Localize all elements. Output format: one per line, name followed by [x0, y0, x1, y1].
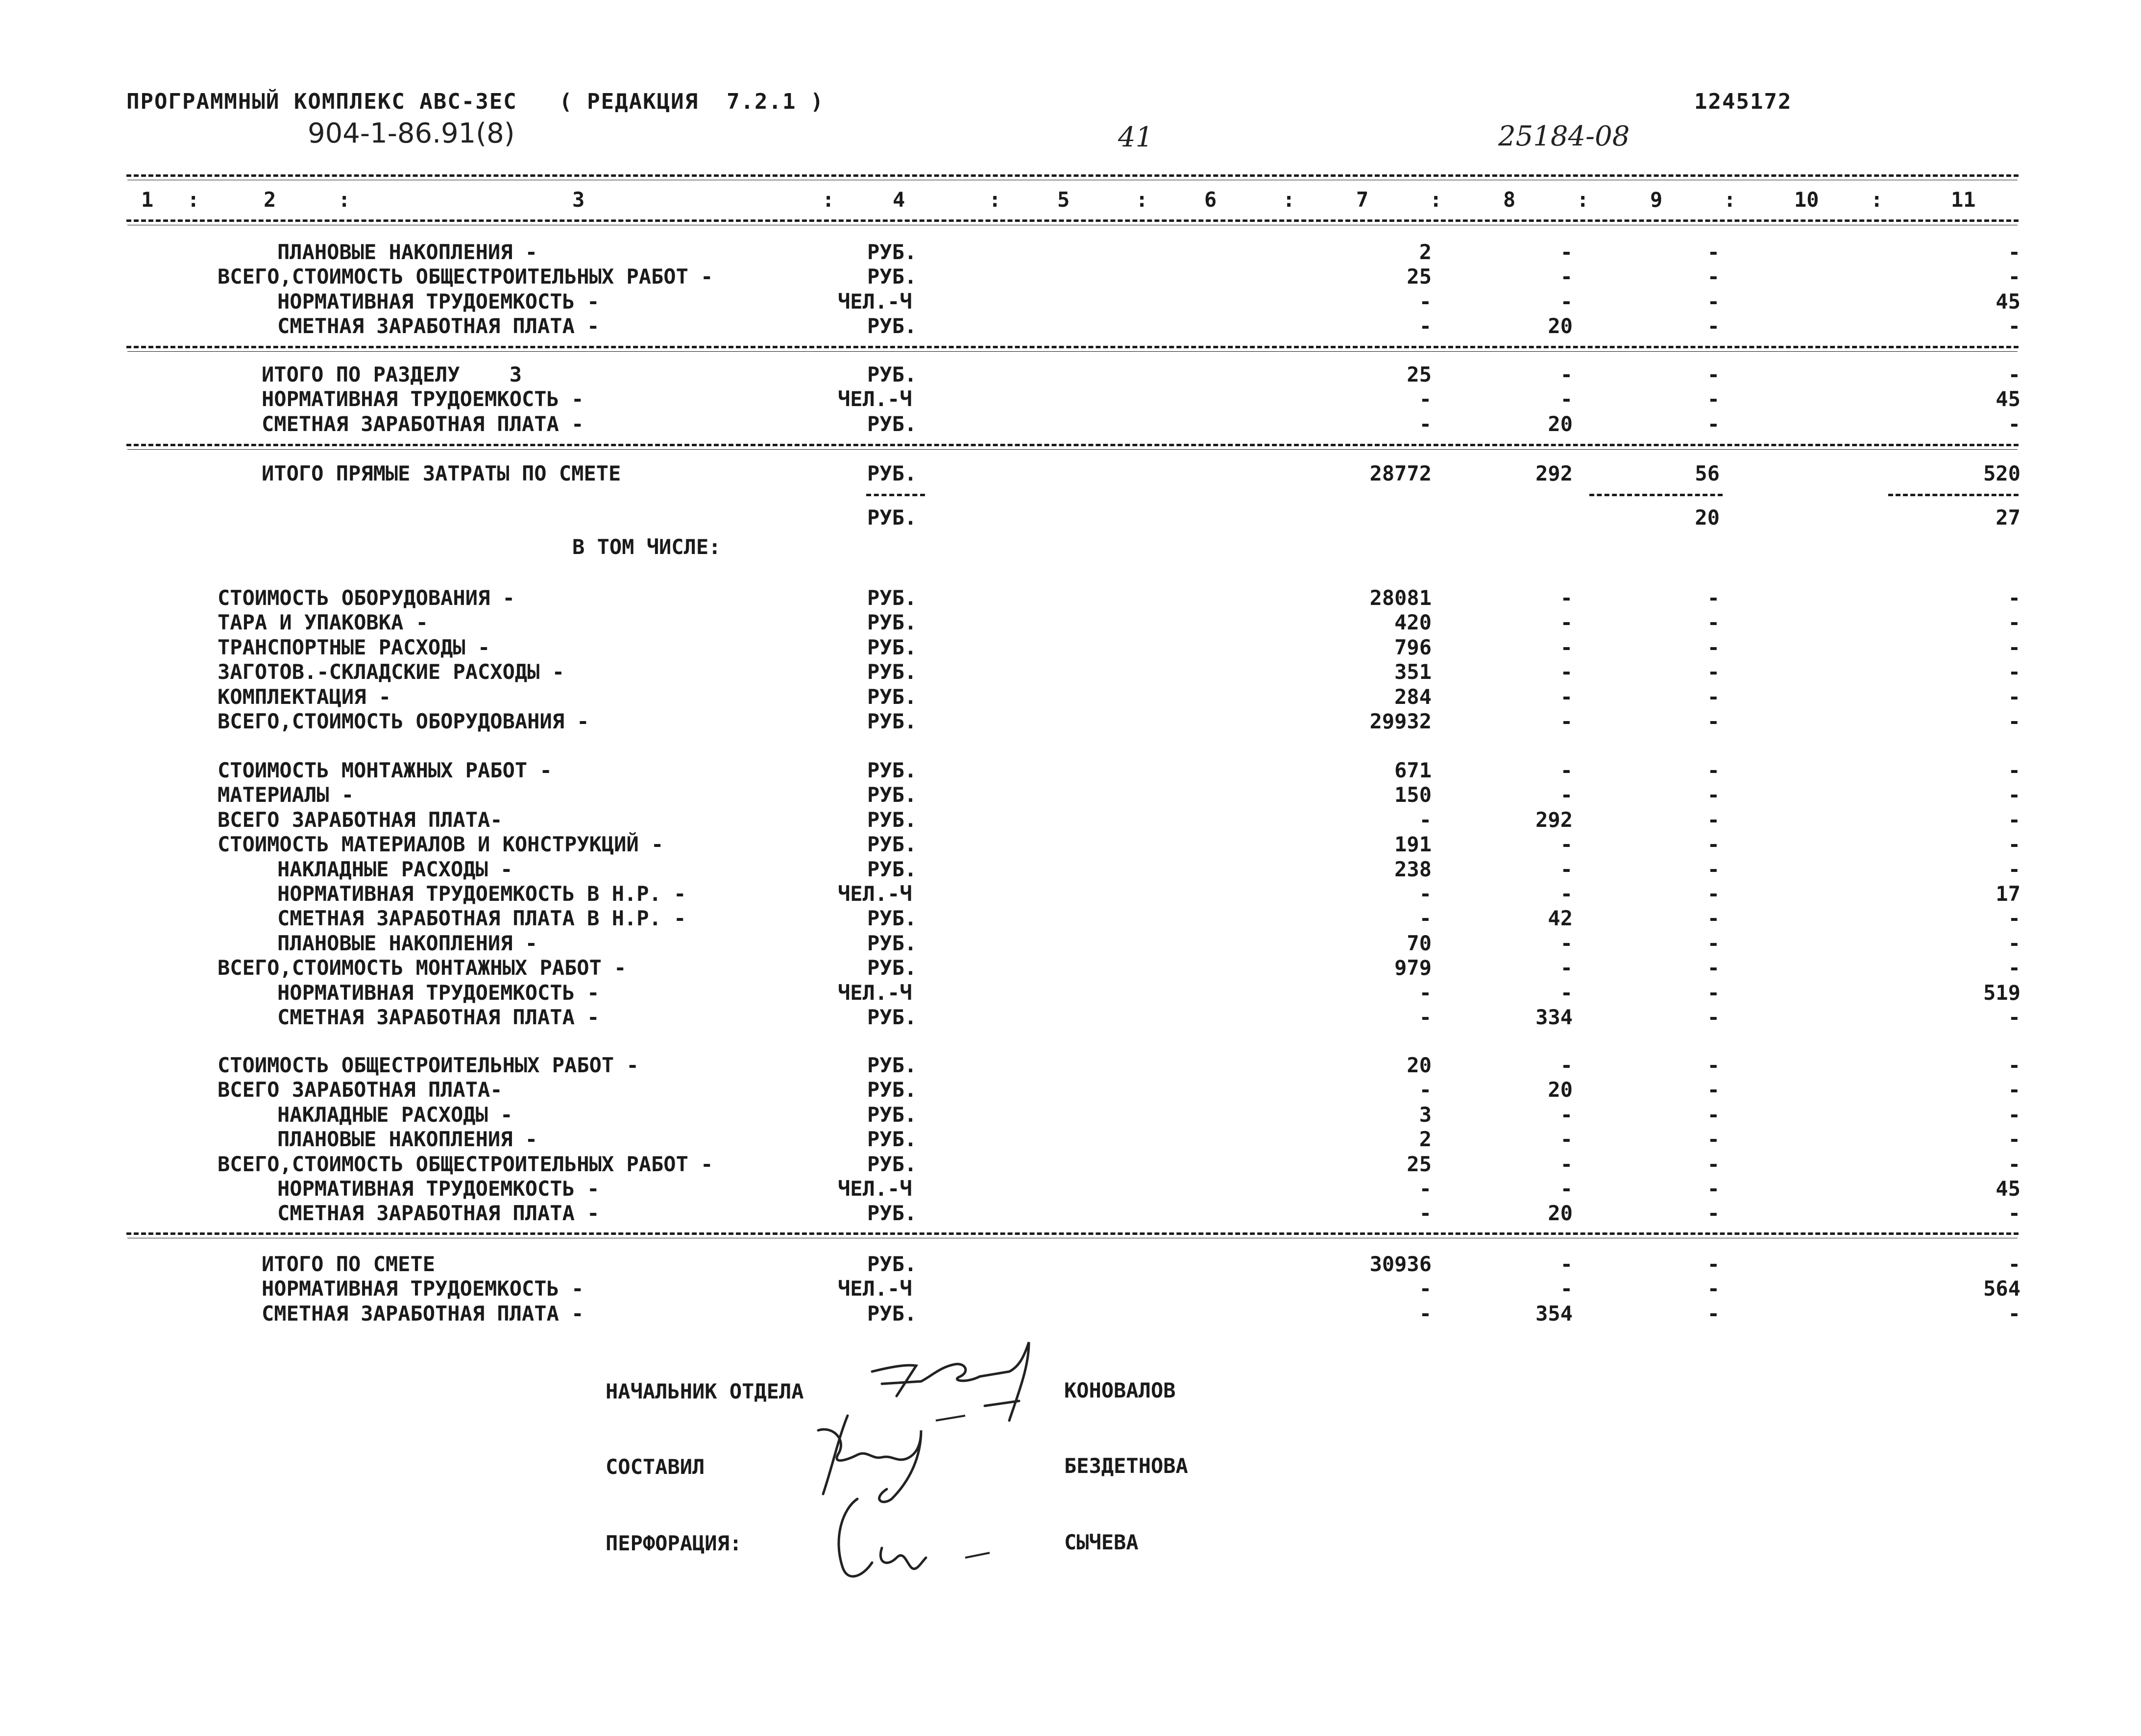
value-col11: -	[2008, 906, 2020, 931]
value-col9: -	[1707, 1177, 1720, 1201]
column-number-4: 4	[893, 188, 905, 212]
signature-role: НАЧАЛЬНИК ОТДЕЛА	[606, 1379, 804, 1403]
value-col7: 671	[1394, 758, 1432, 782]
table-row	[0, 1152, 2141, 1177]
table-row	[0, 362, 2141, 387]
column-number-2: 2	[264, 188, 276, 212]
row-unit: РУБ.	[867, 1301, 917, 1326]
value-col7: 150	[1394, 783, 1432, 807]
value-col9: -	[1707, 1053, 1720, 1077]
row-label: НОРМАТИВНАЯ ТРУДОЕМКОСТЬ -	[277, 980, 600, 1005]
row-unit: РУБ.	[867, 314, 917, 338]
value-col11: -	[2008, 783, 2020, 807]
value-col9: -	[1707, 709, 1720, 733]
value-col8: 20	[1548, 1078, 1573, 1102]
row-unit: РУБ.	[867, 956, 917, 980]
column-separator: :	[1136, 188, 1148, 212]
value-col7: -	[1419, 980, 1432, 1005]
table-row	[0, 882, 2141, 906]
value-col9: -	[1707, 240, 1720, 264]
table-row	[0, 387, 2141, 411]
value-col7: -	[1419, 387, 1432, 411]
value-col8: 20	[1548, 1201, 1573, 1226]
column-separator: :	[1430, 188, 1442, 212]
value-col7: -	[1419, 882, 1432, 906]
row-label: ВСЕГО,СТОИМОСТЬ МОНТАЖНЫХ РАБОТ -	[218, 956, 627, 980]
value-col8: -	[1560, 956, 1573, 980]
value-col8: -	[1560, 610, 1573, 635]
value-col9: -	[1707, 387, 1720, 411]
value-col11: 519	[1983, 980, 2020, 1005]
value-col7: 29932	[1369, 709, 1432, 733]
row-unit: РУБ.	[867, 1152, 917, 1176]
value-col11: -	[2008, 1127, 2020, 1152]
column-separator: :	[989, 188, 1001, 212]
value-col9: -	[1707, 635, 1720, 659]
value-col8: -	[1560, 1277, 1573, 1301]
row-label: СМЕТНАЯ ЗАРАБОТНАЯ ПЛАТА -	[277, 1201, 600, 1226]
value-col9: -	[1707, 289, 1720, 313]
table-row	[0, 635, 2141, 660]
value-col9: -	[1707, 1301, 1720, 1326]
value-col8: -	[1560, 1177, 1573, 1201]
value-col11: -	[2008, 1252, 2020, 1276]
value-col11: -	[2008, 411, 2020, 436]
value-col8: 292	[1535, 807, 1573, 832]
row-label: СМЕТНАЯ ЗАРАБОТНАЯ ПЛАТА -	[277, 314, 600, 338]
column-number-8: 8	[1503, 188, 1516, 212]
value-col8: 20	[1548, 314, 1573, 338]
value-col11: -	[2008, 314, 2020, 338]
signature-name: СЫЧЕВА	[1064, 1530, 1139, 1554]
value-col11: 564	[1983, 1277, 2020, 1301]
row-unit: ЧЕЛ.-Ч	[838, 289, 912, 313]
project-code: 904-1-86.91(8)	[308, 118, 515, 149]
value-col7: -	[1419, 1201, 1432, 1226]
row-unit: РУБ.	[867, 1127, 917, 1152]
value-col11: -	[2008, 684, 2020, 709]
value-col9: -	[1707, 660, 1720, 684]
column-separator: :	[1577, 188, 1589, 212]
value-col9: -	[1707, 807, 1720, 832]
table-row	[0, 1053, 2141, 1078]
row-label: ИТОГО ПО РАЗДЕЛУ 3	[262, 362, 522, 386]
table-row	[0, 660, 2141, 684]
underline-c11	[1888, 494, 2019, 496]
value-col7: -	[1419, 411, 1432, 436]
header-bottom-rule	[126, 219, 2019, 222]
value-col7: 25	[1407, 265, 1432, 289]
table-row	[0, 1302, 2141, 1326]
value-col7: -	[1419, 906, 1432, 931]
row-unit: РУБ.	[867, 610, 917, 635]
table-row	[0, 1078, 2141, 1102]
column-separator: :	[822, 188, 835, 212]
value-col9: -	[1707, 1201, 1720, 1226]
row-unit: РУБ.	[867, 1252, 917, 1276]
value-col8: -	[1560, 635, 1573, 659]
row-label: КОМПЛЕКТАЦИЯ -	[218, 684, 391, 709]
value-col9: 56	[1695, 461, 1720, 485]
row-label: ПЛАНОВЫЕ НАКОПЛЕНИЯ -	[277, 1127, 538, 1152]
table-row	[0, 586, 2141, 610]
value-col11: -	[2008, 807, 2020, 832]
table-row	[0, 1005, 2141, 1030]
value-col9: -	[1707, 610, 1720, 635]
value-col11: -	[2008, 1102, 2020, 1127]
table-row	[0, 758, 2141, 783]
row-label: ВСЕГО ЗАРАБОТНАЯ ПЛАТА-	[218, 1078, 503, 1102]
row-label: НОРМАТИВНАЯ ТРУДОЕМКОСТЬ -	[277, 289, 600, 313]
row-unit: РУБ.	[867, 857, 917, 881]
row-label: НАКЛАДНЫЕ РАСХОДЫ -	[277, 857, 513, 881]
value-col11: -	[2008, 1201, 2020, 1226]
row-label: ПЛАНОВЫЕ НАКОПЛЕНИЯ -	[277, 931, 538, 955]
value-col9: -	[1707, 265, 1720, 289]
row-unit: РУБ.	[867, 783, 917, 807]
signature-role: ПЕРФОРАЦИЯ:	[606, 1531, 742, 1555]
row-label: СМЕТНАЯ ЗАРАБОТНАЯ ПЛАТА -	[262, 1301, 584, 1326]
value-col9: -	[1707, 980, 1720, 1005]
value-col9: -	[1707, 931, 1720, 955]
value-col7: -	[1419, 289, 1432, 313]
value-col8: 354	[1535, 1301, 1573, 1326]
row-label: СМЕТНАЯ ЗАРАБОТНАЯ ПЛАТА В Н.Р. -	[277, 906, 686, 931]
table-row	[0, 931, 2141, 956]
value-col8: -	[1560, 709, 1573, 733]
value-col7: -	[1419, 1177, 1432, 1201]
value-col11: -	[2008, 240, 2020, 264]
table-row	[0, 240, 2141, 265]
table-row	[0, 265, 2141, 289]
row-label: ИТОГО ПРЯМЫЕ ЗАТРАТЫ ПО СМЕТЕ	[262, 461, 621, 485]
underline-c4	[866, 494, 925, 496]
value-col11: -	[2008, 610, 2020, 635]
value-col8: -	[1560, 1127, 1573, 1152]
row-unit: ЧЕЛ.-Ч	[838, 387, 912, 411]
signature-name: БЕЗДЕТНОВА	[1064, 1454, 1188, 1478]
value-col8: -	[1560, 832, 1573, 857]
value-col7: 28772	[1369, 461, 1432, 485]
row-unit: ЧЕЛ.-Ч	[838, 1177, 912, 1201]
value-col9: -	[1707, 1127, 1720, 1152]
row-unit: РУБ.	[867, 1078, 917, 1102]
value-col7: 30936	[1369, 1252, 1432, 1276]
value-col8: -	[1560, 1053, 1573, 1077]
table-row	[0, 1103, 2141, 1127]
value-col11: -	[2008, 586, 2020, 610]
value-col7: -	[1419, 314, 1432, 338]
registration-number: 25184-08	[1498, 121, 1630, 152]
row-label: НОРМАТИВНАЯ ТРУДОЕМКОСТЬ -	[277, 1177, 600, 1201]
value-col7: 979	[1394, 956, 1432, 980]
value-col11: -	[2008, 758, 2020, 782]
value-col11: 27	[1995, 506, 2020, 530]
table-row	[0, 832, 2141, 857]
value-col11: -	[2008, 362, 2020, 386]
document-code: 1245172	[1694, 89, 1792, 114]
row-unit: РУБ.	[867, 265, 917, 289]
table-row	[0, 857, 2141, 882]
row-label: НОРМАТИВНАЯ ТРУДОЕМКОСТЬ В Н.Р. -	[277, 882, 686, 906]
signature-sycheva	[823, 1489, 999, 1587]
row-unit: РУБ.	[867, 1005, 917, 1029]
value-col9: -	[1707, 783, 1720, 807]
value-col8: -	[1560, 684, 1573, 709]
table-row	[0, 1277, 2141, 1301]
row-unit: РУБ.	[867, 832, 917, 857]
row-unit: РУБ.	[867, 1053, 917, 1077]
row-unit: ЧЕЛ.-Ч	[838, 980, 912, 1005]
section-rule-3	[126, 1232, 2019, 1235]
value-col9: -	[1707, 684, 1720, 709]
value-col9: -	[1707, 832, 1720, 857]
column-number-5: 5	[1057, 188, 1070, 212]
table-row	[0, 289, 2141, 314]
table-row	[0, 709, 2141, 734]
value-col7: -	[1419, 807, 1432, 832]
value-col11: -	[2008, 931, 2020, 955]
value-col11: -	[2008, 956, 2020, 980]
column-number-6: 6	[1204, 188, 1217, 212]
value-col9: -	[1707, 1252, 1720, 1276]
row-unit: РУБ.	[867, 635, 917, 659]
row-unit: РУБ.	[867, 906, 917, 931]
value-col8: 20	[1548, 411, 1573, 436]
row-label: СМЕТНАЯ ЗАРАБОТНАЯ ПЛАТА -	[262, 411, 584, 436]
value-col8: -	[1560, 882, 1573, 906]
value-col7: 351	[1394, 660, 1432, 684]
value-col9: -	[1707, 362, 1720, 386]
row-unit: РУБ.	[867, 709, 917, 733]
value-col8: -	[1560, 1252, 1573, 1276]
row-unit: РУБ.	[867, 758, 917, 782]
value-col7: 238	[1394, 857, 1432, 881]
value-col11: -	[2008, 709, 2020, 733]
row-unit: РУБ.	[867, 461, 917, 485]
value-col7: 796	[1394, 635, 1432, 659]
row-unit: ЧЕЛ.-Ч	[838, 882, 912, 906]
row-unit: ЧЕЛ.-Ч	[838, 1277, 912, 1301]
value-col9: -	[1707, 758, 1720, 782]
row-label: ВСЕГО ЗАРАБОТНАЯ ПЛАТА-	[218, 807, 503, 832]
value-col9: -	[1707, 411, 1720, 436]
row-label: ЗАГОТОВ.-СКЛАДСКИЕ РАСХОДЫ -	[218, 660, 565, 684]
value-col8: -	[1560, 857, 1573, 881]
section-rule-2	[126, 444, 2019, 446]
value-col11: -	[2008, 857, 2020, 881]
table-row	[0, 808, 2141, 832]
row-label: СТОИМОСТЬ ОБОРУДОВАНИЯ -	[218, 586, 515, 610]
row-unit: РУБ.	[867, 362, 917, 386]
table-row	[0, 1177, 2141, 1201]
value-col7: 2	[1419, 1127, 1432, 1152]
value-col9: -	[1707, 1102, 1720, 1127]
row-unit: РУБ.	[867, 240, 917, 264]
value-col11: 520	[1983, 461, 2020, 485]
table-row	[0, 412, 2141, 436]
column-separator: :	[1724, 188, 1736, 212]
value-col7: -	[1419, 1005, 1432, 1029]
value-col7: 420	[1394, 610, 1432, 635]
value-col9: -	[1707, 1152, 1720, 1176]
section-rule-1	[126, 346, 2019, 348]
value-col8: -	[1560, 783, 1573, 807]
value-col8: -	[1560, 387, 1573, 411]
value-col8: -	[1560, 931, 1573, 955]
table-row	[0, 506, 2141, 530]
row-label: ИТОГО ПО СМЕТЕ	[262, 1252, 436, 1276]
row-label: ТРАНСПОРТНЫЕ РАСХОДЫ -	[218, 635, 490, 659]
value-col11: -	[2008, 1152, 2020, 1176]
row-label: ТАРА И УПАКОВКА -	[218, 610, 428, 635]
value-col7: -	[1419, 1301, 1432, 1326]
signature-name: КОНОВАЛОВ	[1064, 1378, 1176, 1402]
value-col7: 2	[1419, 240, 1432, 264]
column-number-1: 1	[141, 188, 154, 212]
value-col9: -	[1707, 956, 1720, 980]
value-col11: 45	[1995, 289, 2020, 313]
value-col7: 284	[1394, 684, 1432, 709]
row-label: СТОИМОСТЬ ОБЩЕСТРОИТЕЛЬНЫХ РАБОТ -	[218, 1053, 639, 1077]
value-col11: -	[2008, 1301, 2020, 1326]
column-number-11: 11	[1951, 188, 1976, 212]
value-col11: 45	[1995, 387, 2020, 411]
value-col7: 191	[1394, 832, 1432, 857]
table-row	[0, 956, 2141, 980]
value-col11: 17	[1995, 882, 2020, 906]
including-label: В ТОМ ЧИСЛЕ:	[572, 535, 721, 559]
page-number: 41	[1118, 121, 1153, 153]
table-row	[0, 314, 2141, 338]
value-col11: -	[2008, 635, 2020, 659]
value-col9: -	[1707, 882, 1720, 906]
value-col11: -	[2008, 265, 2020, 289]
value-col7: 3	[1419, 1102, 1432, 1127]
row-label: НОРМАТИВНАЯ ТРУДОЕМКОСТЬ -	[262, 387, 584, 411]
table-row	[0, 610, 2141, 635]
row-unit: РУБ.	[867, 660, 917, 684]
row-unit: РУБ.	[867, 1201, 917, 1226]
row-label: НАКЛАДНЫЕ РАСХОДЫ -	[277, 1102, 513, 1127]
column-separator: :	[338, 188, 351, 212]
value-col11: -	[2008, 832, 2020, 857]
column-separator: :	[1871, 188, 1883, 212]
value-col11: -	[2008, 1053, 2020, 1077]
table-row	[0, 981, 2141, 1005]
header-top-rule	[126, 174, 2019, 177]
value-col7: -	[1419, 1277, 1432, 1301]
row-unit: РУБ.	[867, 807, 917, 832]
value-col8: -	[1560, 265, 1573, 289]
column-separator: :	[1283, 188, 1295, 212]
table-row	[0, 906, 2141, 931]
value-col8: -	[1560, 362, 1573, 386]
value-col8: -	[1560, 980, 1573, 1005]
value-col8: -	[1560, 1102, 1573, 1127]
row-label: ВСЕГО,СТОИМОСТЬ ОБЩЕСТРОИТЕЛЬНЫХ РАБОТ -	[218, 1152, 713, 1176]
table-row	[0, 461, 2141, 486]
value-col7: 25	[1407, 362, 1432, 386]
value-col9: -	[1707, 314, 1720, 338]
row-label: СТОИМОСТЬ МОНТАЖНЫХ РАБОТ -	[218, 758, 552, 782]
value-col8: -	[1560, 1152, 1573, 1176]
value-col8: -	[1560, 586, 1573, 610]
column-number-10: 10	[1794, 188, 1819, 212]
table-row	[0, 685, 2141, 709]
table-row	[0, 1252, 2141, 1277]
value-col11: -	[2008, 660, 2020, 684]
value-col11: -	[2008, 1005, 2020, 1029]
value-col8: -	[1560, 660, 1573, 684]
row-unit: РУБ.	[867, 684, 917, 709]
row-unit: РУБ.	[867, 1102, 917, 1127]
program-title: ПРОГРАММНЫЙ КОМПЛЕКС АВС-ЗЕС ( РЕДАКЦИЯ 7.2.1 )	[126, 89, 825, 114]
row-label: ПЛАНОВЫЕ НАКОПЛЕНИЯ -	[277, 240, 538, 264]
underline-c9	[1589, 494, 1723, 496]
value-col9: -	[1707, 586, 1720, 610]
value-col8: -	[1560, 758, 1573, 782]
row-label: МАТЕРИАЛЫ -	[218, 783, 354, 807]
value-col9: -	[1707, 1078, 1720, 1102]
value-col8: 42	[1548, 906, 1573, 931]
value-col11: -	[2008, 1078, 2020, 1102]
value-col7: -	[1419, 1078, 1432, 1102]
value-col9: -	[1707, 1005, 1720, 1029]
row-label: ВСЕГО,СТОИМОСТЬ ОБОРУДОВАНИЯ -	[218, 709, 589, 733]
row-unit: РУБ.	[867, 506, 917, 530]
row-label: НОРМАТИВНАЯ ТРУДОЕМКОСТЬ -	[262, 1277, 584, 1301]
value-col7: 20	[1407, 1053, 1432, 1077]
value-col9: -	[1707, 857, 1720, 881]
value-col8: -	[1560, 289, 1573, 313]
table-row	[0, 1127, 2141, 1152]
column-number-3: 3	[572, 188, 585, 212]
value-col8: 334	[1535, 1005, 1573, 1029]
signature-role: СОСТАВИЛ	[606, 1455, 705, 1479]
value-col9: 20	[1695, 506, 1720, 530]
table-row	[0, 1201, 2141, 1226]
row-unit: РУБ.	[867, 586, 917, 610]
row-label: СТОИМОСТЬ МАТЕРИАЛОВ И КОНСТРУКЦИЙ -	[218, 832, 664, 857]
value-col7: 25	[1407, 1152, 1432, 1176]
value-col7: 28081	[1369, 586, 1432, 610]
row-unit: РУБ.	[867, 931, 917, 955]
column-number-9: 9	[1650, 188, 1663, 212]
row-unit: РУБ.	[867, 411, 917, 436]
value-col9: -	[1707, 906, 1720, 931]
row-label: ВСЕГО,СТОИМОСТЬ ОБЩЕСТРОИТЕЛЬНЫХ РАБОТ -	[218, 265, 713, 289]
table-row	[0, 783, 2141, 807]
value-col11: 45	[1995, 1177, 2020, 1201]
value-col8: -	[1560, 240, 1573, 264]
column-number-7: 7	[1356, 188, 1369, 212]
value-col8: 292	[1535, 461, 1573, 485]
row-label: СМЕТНАЯ ЗАРАБОТНАЯ ПЛАТА -	[277, 1005, 600, 1029]
value-col7: 70	[1407, 931, 1432, 955]
value-col9: -	[1707, 1277, 1720, 1301]
column-separator: :	[187, 188, 200, 212]
